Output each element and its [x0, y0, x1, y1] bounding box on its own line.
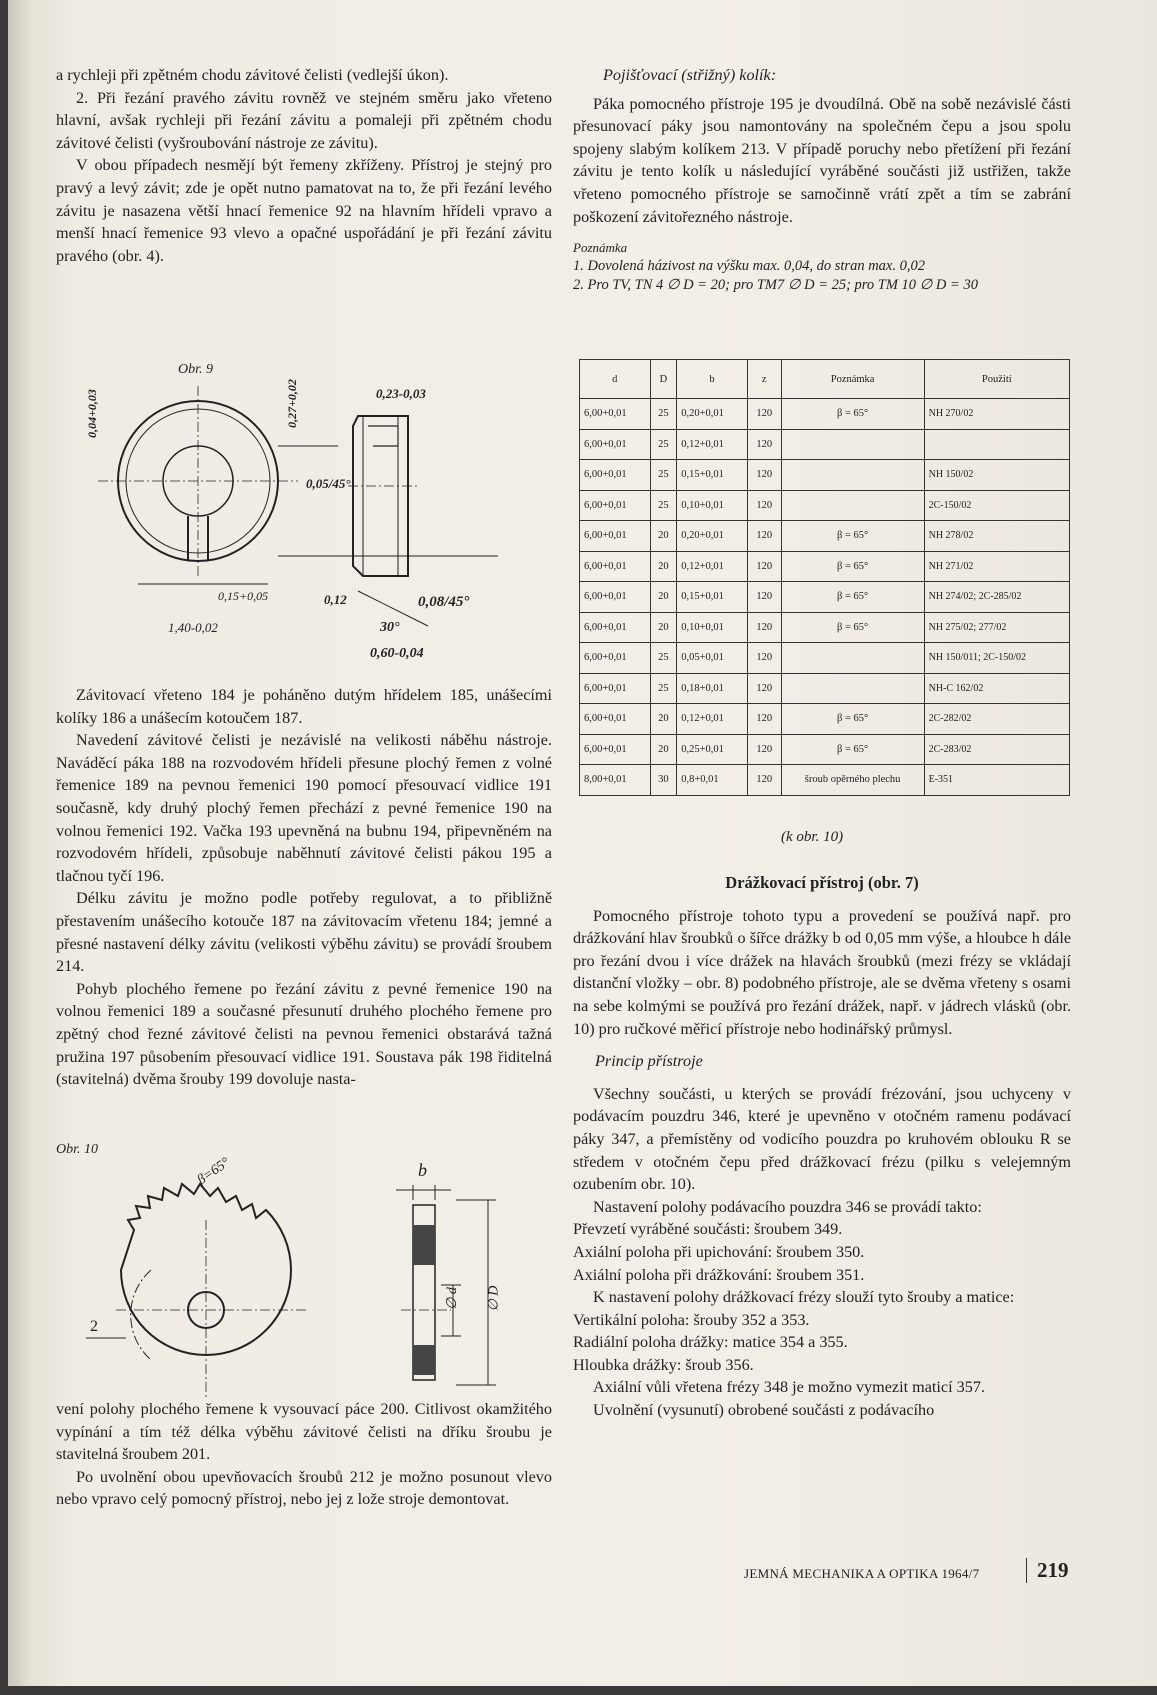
table-cell: 6,00+0,01	[580, 521, 651, 552]
section-heading: Princip přístroje	[595, 1052, 703, 1071]
paragraph: 2. Při řezání pravého závitu rovněž ve stejném směru jako vřeteno hlavní, avšak rychleji při řezání závitu a pomaleji při zpětném chodu závitové čelisti (vyšroubování nástroje ze závitu).	[56, 88, 552, 152]
table-cell: 0,20+0,01	[677, 521, 748, 552]
cutter-table	[579, 359, 1070, 796]
table-cell: 20	[650, 521, 677, 552]
paragraph: Axiální vůli vřetena frézy 348 je možno vymezit maticí 357.	[593, 1378, 985, 1397]
table-cell: 6,00+0,01	[580, 734, 651, 765]
table-cell: 0,15+0,01	[677, 582, 748, 613]
table-cell: NH 274/02; 2C-285/02	[924, 582, 1069, 613]
table-row	[580, 582, 1070, 613]
paragraph: Uvolnění (vysunutí) obrobené součásti z podávacího	[593, 1401, 935, 1420]
table-cell: 30	[650, 765, 677, 796]
paragraph: Páka pomocného přístroje 195 je dvoudílná. Obě na sobě nezávislé části přesunovací páky jsou namontovány na společném čepu a jsou spolu spojeny slabým kolíkem 213. V případě poruchy nebo přetížení při řezání závitu je tento kolík u následující vyráběné součásti již ustřižen, takže vřeteno pomocného přístroje se samočinně vrátí zpět a tím se zabrání poškození závitořezného nástroje.	[573, 94, 1071, 226]
table-cell	[781, 490, 924, 521]
table-cell: 6,00+0,01	[580, 612, 651, 643]
angle-label: β=65°	[194, 1155, 233, 1189]
table-caption: (k obr. 10)	[781, 829, 844, 845]
table-cell: NH 275/02; 277/02	[924, 612, 1069, 643]
table-cell: 8,00+0,01	[580, 765, 651, 796]
table-cell	[781, 673, 924, 704]
table-cell: šroub opěrného plechu	[781, 765, 924, 796]
table-cell: β = 65°	[781, 612, 924, 643]
dimension-label: 0,60-0,04	[370, 646, 424, 661]
paragraph: Závitovací vřeteno 184 je poháněno dutým hřídelem 185, unášecími kolíky 186 a unášecím kotoučem 187.	[56, 686, 552, 727]
dimension-label: b	[418, 1160, 427, 1180]
table-cell: NH 271/02	[924, 551, 1069, 582]
left-column-bottom	[56, 1398, 552, 1511]
table-cell: 120	[747, 734, 781, 765]
table-cell	[781, 643, 924, 674]
table-cell: 6,00+0,01	[580, 673, 651, 704]
table-cell: 25	[650, 673, 677, 704]
figure-9	[78, 356, 548, 674]
table-cell: 6,00+0,01	[580, 399, 651, 430]
table-cell: β = 65°	[781, 551, 924, 582]
table-header-cell: Použití	[924, 360, 1069, 399]
table-row	[580, 551, 1070, 582]
dimension-label: 0,04+0,03	[84, 389, 99, 438]
journal-footer: JEMNÁ MECHANIKA A OPTIKA 1964/7	[744, 1566, 980, 1581]
table-cell: 120	[747, 521, 781, 552]
dimension-label: 0,15+0,05	[218, 589, 269, 603]
table-cell: NH 278/02	[924, 521, 1069, 552]
table-header-cell: z	[747, 360, 781, 399]
table-cell: 120	[747, 612, 781, 643]
table-cell: 20	[650, 704, 677, 735]
table-cell: 25	[650, 490, 677, 521]
list-item: Axiální poloha při drážkování: šroubem 351.	[573, 1265, 865, 1284]
table-cell: 20	[650, 551, 677, 582]
list-item: Hloubka drážky: šroub 356.	[573, 1355, 754, 1374]
table-cell: 120	[747, 765, 781, 796]
table-row	[580, 704, 1070, 735]
table-row	[580, 490, 1070, 521]
section-heading: Pojišťovací (střižný) kolík:	[603, 66, 777, 84]
list-item: Axiální poloha při upichování: šroubem 350.	[573, 1242, 865, 1261]
table-cell: 0,12+0,01	[677, 429, 748, 460]
table-cell: 25	[650, 643, 677, 674]
table-cell: 2C-283/02	[924, 734, 1069, 765]
table-cell: 25	[650, 399, 677, 430]
table-cell: NH 270/02	[924, 399, 1069, 430]
table-cell: 0,15+0,01	[677, 460, 748, 491]
table-cell: 6,00+0,01	[580, 429, 651, 460]
dimension-label: 0,12	[324, 592, 347, 607]
paragraph: a rychleji při zpětném chodu závitové čelisti (vedlejší úkon).	[56, 66, 449, 84]
paragraph: Po uvolnění obou upevňovacích šroubů 212 je možno posunout vlevo nebo vpravo celý pomocný přístroj, nebo jej z lože stroje demontovat.	[56, 1467, 552, 1509]
table-cell: 20	[650, 582, 677, 613]
dimension-label: 30°	[380, 620, 400, 635]
table-cell: 120	[747, 582, 781, 613]
table-cell: 120	[747, 673, 781, 704]
dimension-label: 0,27+0,02	[284, 379, 299, 428]
dimension-label: ∅ d	[444, 1287, 460, 1310]
figure-10-drawing	[56, 1140, 546, 1400]
figure-label: Obr. 10	[56, 1142, 99, 1157]
paragraph: Navedení závitové čelisti je nezávislé na velikosti náběhu nástroje. Naváděcí páka 188 na rozvodovém hřídeli přesune plochý řemen z volné řemenice 189 na pevnou řemenici 190 pomocí přesouvací vidlice 191 současně, kdy druhý plochý řemen přechází z pevné řemenice 190 na volnou řemenici 192. Vačka 193 upevněná na bubnu 194, připevněném na rozvodovém hřídeli, způsobuje naběhnutí závitové čelisti pákou 195 a tlačnou tyčí 196.	[56, 731, 552, 885]
paragraph: Pohyb plochého řemene po řezání závitu z pevné řemenice 190 na volnou řemenici 189 a současné přesunutí druhého plochého řemene pro zpětný chod řezné závitové čelisti na pevnou řemenici obstarává tažná pružina 197 působením přesouvací vidlice 191. Soustava pák 198 řiditelná (stavitelná) dvěma šrouby 199 dovoluje nasta-	[56, 979, 552, 1089]
paragraph: Nastavení polohy podávacího pouzdra 346 se provádí takto:	[593, 1197, 982, 1216]
table-row	[580, 673, 1070, 704]
left-column-top	[56, 64, 552, 267]
dimension-label: 1,40-0,02	[168, 620, 218, 635]
dimension-label: 0,23-0,03	[376, 386, 426, 401]
table-cell: 0,10+0,01	[677, 612, 748, 643]
table-cell: NH-C 162/02	[924, 673, 1069, 704]
table-cell: 120	[747, 429, 781, 460]
table-row	[580, 643, 1070, 674]
table-header-row	[580, 360, 1070, 399]
note-item: 1. Dovolená házivost na výšku max. 0,04, do stran max. 0,02	[573, 258, 925, 275]
table-cell: β = 65°	[781, 399, 924, 430]
list-item: Radiální poloha drážky: matice 354 a 355.	[573, 1333, 848, 1352]
table-cell: 0,10+0,01	[677, 490, 748, 521]
table-row	[580, 429, 1070, 460]
table-cell: 2C-282/02	[924, 704, 1069, 735]
table-cell: 0,25+0,01	[677, 734, 748, 765]
paragraph: Všechny součásti, u kterých se provádí frézování, jsou uchyceny v podávacím pouzdru 346, které je upevněno v otočném ramenu podávací páky 347, a přemístěny od vodicího pouzdra po kruhovém oblouku R se středem v otočném čepu před drážkovací frézu (pilku s velejemným ozubením obr. 10).	[573, 1084, 1071, 1194]
table-cell: 6,00+0,01	[580, 582, 651, 613]
table-cell: 20	[650, 612, 677, 643]
table-cell: 25	[650, 429, 677, 460]
paragraph: vení polohy plochého řemene k vysouvací páce 200. Citlivost okamžitého vypínání a tím též délka výběhu závitové čelisti na dříku šroubu je stavitelná šroubem 201.	[56, 1400, 552, 1464]
left-column-middle	[56, 684, 552, 1091]
note-title: Poznámka	[573, 240, 628, 256]
page-number: 219	[1026, 1558, 1069, 1583]
table-row	[580, 460, 1070, 491]
table-row	[580, 399, 1070, 430]
table-header-cell: b	[677, 360, 748, 399]
table-cell: β = 65°	[781, 734, 924, 765]
table-cell: 0,18+0,01	[677, 673, 748, 704]
right-column-top	[573, 64, 1071, 295]
table-cell: β = 65°	[781, 704, 924, 735]
table-cell: 0,05+0,01	[677, 643, 748, 674]
paragraph: V obou případech nesmějí být řemeny zkříženy. Přístroj je stejný pro pravý a levý závit; zde je opět nutno pamatovat na to, že při řezání levého závitu je nasazena větší hnací řemenice 92 na hlavním hřídeli vpravo a menší hnací řemenice 93 vlevo a opačné uspořádání je při řezání závitu pravého (obr. 4).	[56, 156, 552, 265]
list-item: Převzetí vyráběné součásti: šroubem 349.	[573, 1220, 843, 1239]
table-cell: β = 65°	[781, 582, 924, 613]
table-cell: 0,20+0,01	[677, 399, 748, 430]
paragraph: K nastavení polohy drážkovací frézy slouží tyto šrouby a matice:	[593, 1288, 1015, 1307]
dimension-label: 0,05/45°	[306, 476, 351, 491]
table-cell: 25	[650, 460, 677, 491]
table-cell: 0,12+0,01	[677, 704, 748, 735]
table-cell: NH 150/011; 2C-150/02	[924, 643, 1069, 674]
table-cell: 120	[747, 399, 781, 430]
note-item: 2. Pro TV, TN 4 ∅ D = 20; pro TM7 ∅ D = 25; pro TM 10 ∅ D = 30	[573, 277, 978, 294]
table-cell: 6,00+0,01	[580, 643, 651, 674]
right-column-bottom	[573, 872, 1071, 1422]
table-cell: 120	[747, 704, 781, 735]
table-cell: 120	[747, 490, 781, 521]
table-cell: 120	[747, 643, 781, 674]
table-cell: 2C-150/02	[924, 490, 1069, 521]
table-cell: 120	[747, 551, 781, 582]
table-cell	[781, 460, 924, 491]
dimension-label: 0,08/45°	[418, 594, 470, 610]
dimension-label: ∅ D	[486, 1285, 502, 1312]
document-page	[8, 0, 1157, 1686]
table-cell: 0,12+0,01	[677, 551, 748, 582]
table-row	[580, 521, 1070, 552]
section-heading: Drážkovací přístroj (obr. 7)	[725, 873, 919, 892]
table-cell: 0,8+0,01	[677, 765, 748, 796]
table-cell: 6,00+0,01	[580, 490, 651, 521]
table-row	[580, 612, 1070, 643]
table-cell	[781, 429, 924, 460]
table-cell: 6,00+0,01	[580, 551, 651, 582]
table-cell: β = 65°	[781, 521, 924, 552]
table-row	[580, 734, 1070, 765]
paragraph: Délku závitu je možno podle potřeby regulovat, a to přibližně přestavením unášecího kotouče 187 na závitovacím vřetenu 184; jemné a přesné nastavení délky závitu (velikosti výběhu závitu) se provádí šroubem 214.	[56, 889, 552, 976]
table-cell: NH 150/02	[924, 460, 1069, 491]
table-body	[580, 399, 1070, 796]
table-cell: 6,00+0,01	[580, 704, 651, 735]
table-cell: E-351	[924, 765, 1069, 796]
table-cell: 20	[650, 734, 677, 765]
table-cell: 6,00+0,01	[580, 460, 651, 491]
table-row	[580, 765, 1070, 796]
table-cell	[924, 429, 1069, 460]
table-cell: 120	[747, 460, 781, 491]
callout-number: 2	[90, 1318, 98, 1335]
table-header-cell: Poznámka	[781, 360, 924, 399]
table-header-cell: d	[580, 360, 651, 399]
figure-10	[56, 1140, 546, 1400]
figure-label: Obr. 9	[178, 362, 214, 377]
table-header-cell: D	[650, 360, 677, 399]
paragraph: Pomocného přístroje tohoto typu a provedení se používá např. pro drážkování hlav šroubků o šířce drážky b od 0,05 mm výše, a hloubce h dále pro řezání dvou i více drážek na hlavách šroubků (mezi frézy se vkládají distanční vložky – obr. 8) podobného přístroje, ale se dvěma vřeteny s osami na sebe kolmými se používá pro řezání drážek, např. v jádrech vlásků (obr. 10) pro ručkové měřicí přístroje nebo hodinářský průmysl.	[573, 906, 1071, 1038]
list-item: Vertikální poloha: šrouby 352 a 353.	[573, 1310, 810, 1329]
figure-9-drawing	[78, 356, 548, 674]
